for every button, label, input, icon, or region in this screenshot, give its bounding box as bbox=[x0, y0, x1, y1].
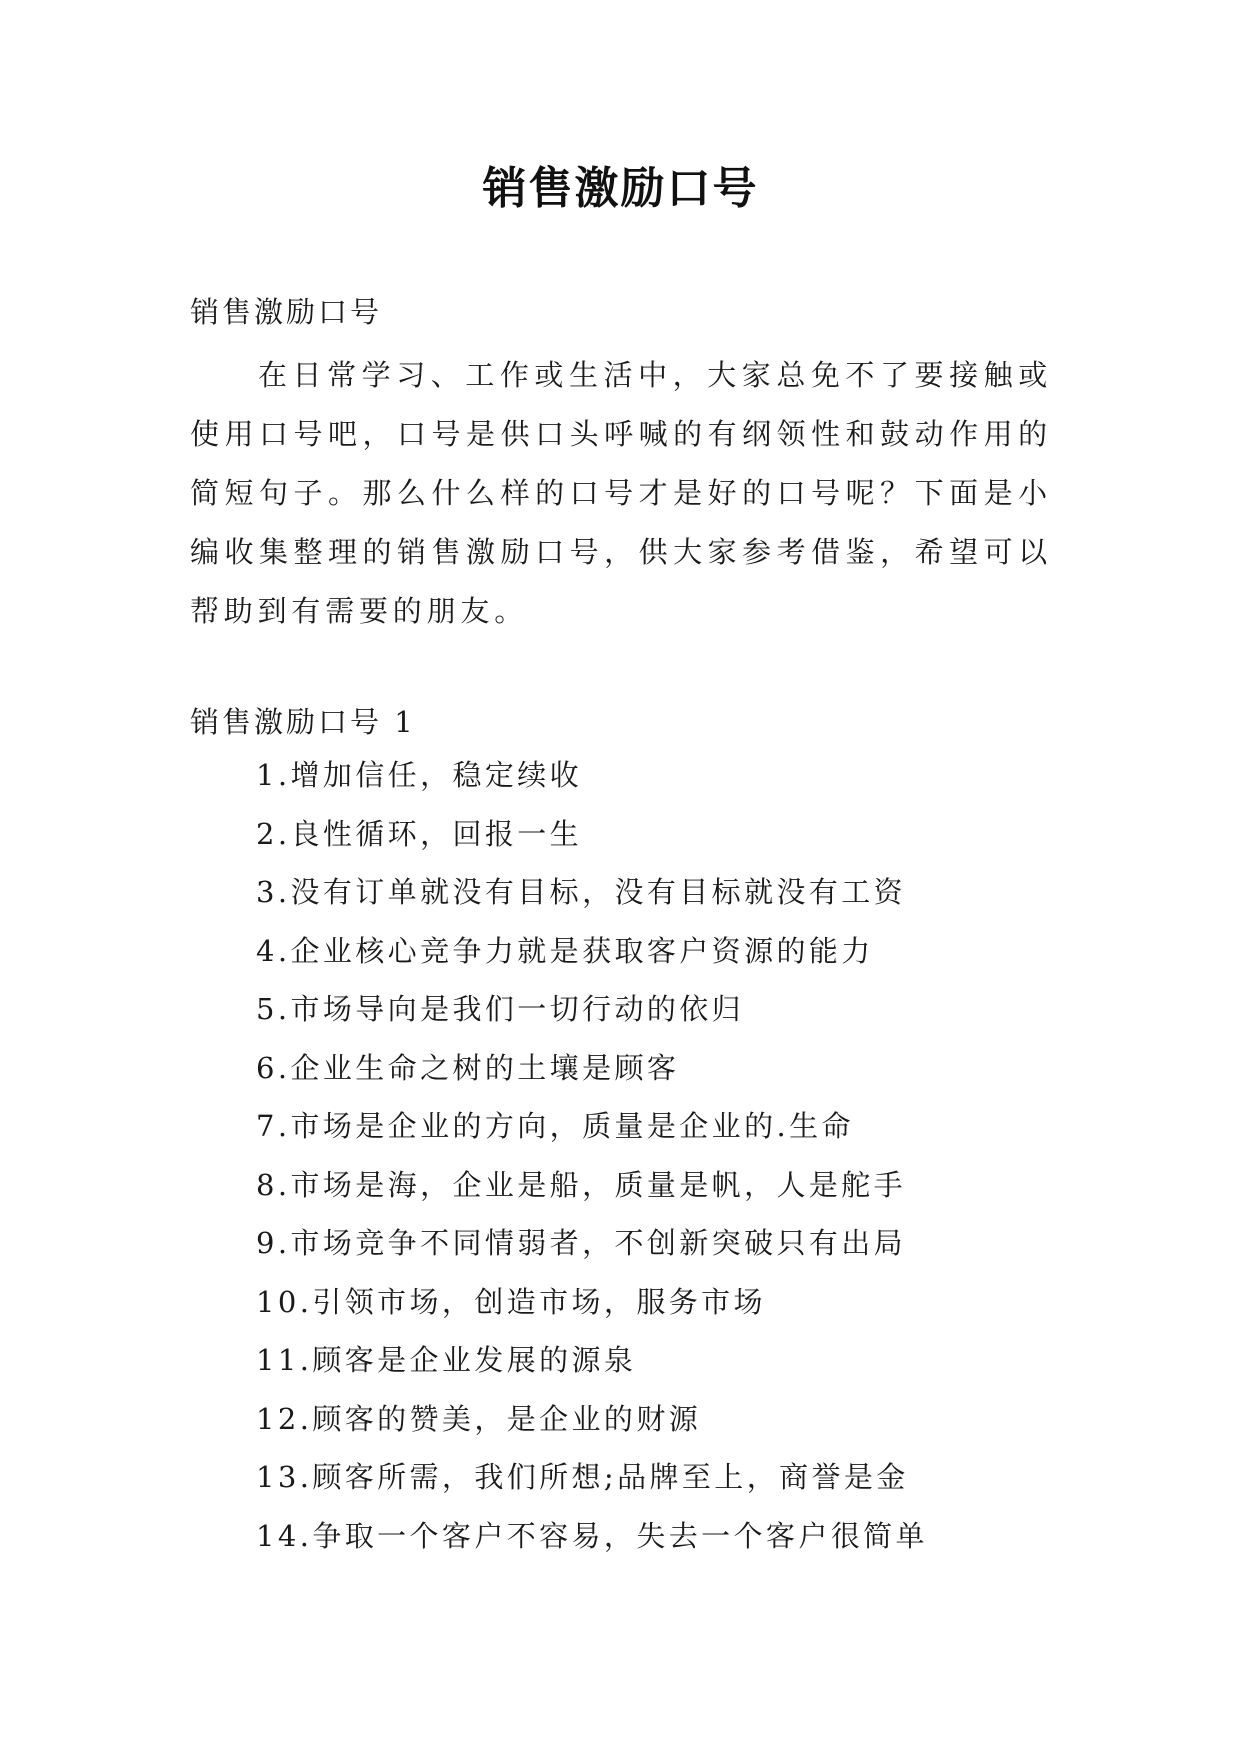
slogan-item: 11.顾客是企业发展的源泉 bbox=[256, 1343, 637, 1377]
slogan-item: 12.顾客的赞美，是企业的财源 bbox=[256, 1401, 702, 1436]
slogan-item: 9.市场竞争不同情弱者，不创新突破只有出局 bbox=[256, 1226, 907, 1260]
slogan-list bbox=[256, 746, 928, 1565]
slogan-item: 3.没有订单就没有目标，没有目标就没有工资 bbox=[256, 875, 907, 909]
slogan-item: 8.市场是海，企业是船，质量是帆，人是舵手 bbox=[256, 1167, 907, 1202]
document-title: 销售激励口号 bbox=[482, 163, 759, 214]
intro-paragraph: 在日常学习、工作或生活中，大家总免不了要接触或使用口号吧，口号是供口头呼喊的有纲领性和鼓动作用的简短句子。那么什么样的口号才是好的口号呢？下面是小编收集整理的销售激励口号，供大家参考借鉴，希望可以帮助到有需要的朋友。 bbox=[190, 358, 1052, 628]
slogan-item: 1.增加信任，稳定续收 bbox=[256, 758, 583, 792]
slogan-item: 4.企业核心竞争力就是获取客户资源的能力 bbox=[256, 933, 874, 968]
document-subtitle: 销售激励口号 bbox=[190, 295, 383, 329]
section-heading: 销售激励口号 1 bbox=[190, 705, 416, 739]
slogan-item: 2.良性循环，回报一生 bbox=[256, 816, 583, 851]
slogan-item: 14.争取一个客户不容易，失去一个客户很简单 bbox=[256, 1518, 928, 1553]
slogan-item: 13.顾客所需，我们所想;品牌至上，商誉是金 bbox=[256, 1460, 909, 1494]
slogan-item: 6.企业生命之树的土壤是顾客 bbox=[256, 1050, 680, 1085]
slogan-item: 7.市场是企业的方向，质量是企业的.生命 bbox=[256, 1109, 854, 1143]
slogan-item: 5.市场导向是我们一切行动的依归 bbox=[256, 992, 745, 1026]
slogan-item: 10.引领市场，创造市场，服务市场 bbox=[256, 1284, 766, 1319]
